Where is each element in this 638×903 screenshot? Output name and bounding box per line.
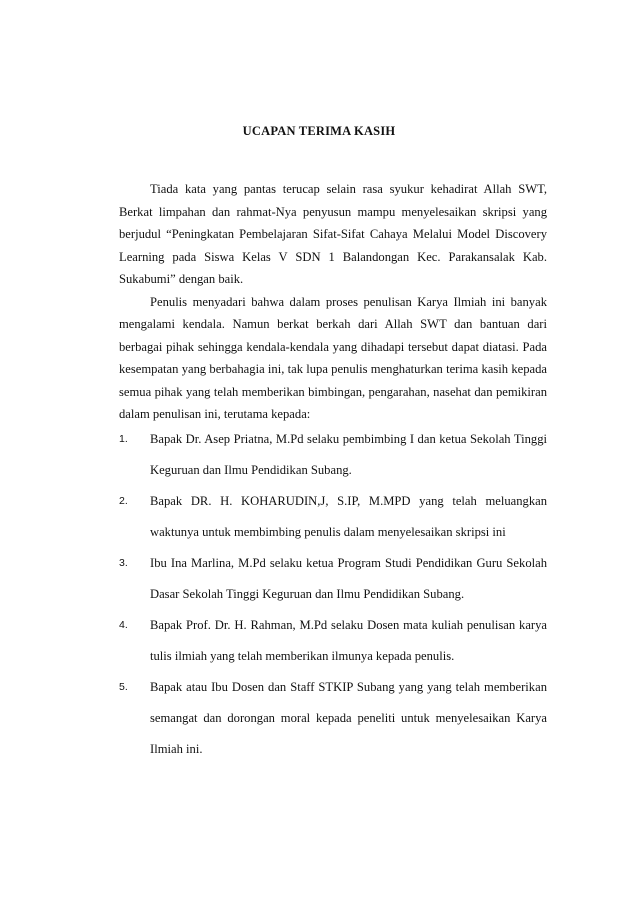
- acknowledgement-list: [119, 424, 547, 765]
- list-item: [119, 548, 547, 610]
- list-item-number: 1.: [119, 433, 128, 445]
- list-item-text: Bapak Dr. Asep Priatna, M.Pd selaku pembimbing I dan ketua Sekolah Tinggi Keguruan dan Ilmu Pendidikan Subang.: [150, 432, 547, 477]
- list-item: [119, 610, 547, 672]
- page-title: UCAPAN TERIMA KASIH: [242, 124, 396, 138]
- body-text: [119, 178, 547, 426]
- list-item: [119, 486, 547, 548]
- list-item-number: 5.: [119, 681, 128, 693]
- list-item-number: 4.: [119, 619, 128, 631]
- list-item: [119, 424, 547, 486]
- list-item-number: 2.: [119, 495, 128, 507]
- paragraph: Tiada kata yang pantas terucap selain rasa syukur kehadirat Allah SWT, Berkat limpahan dan rahmat-Nya penyusun mampu menyelesaikan skripsi yang berjudul “Peningkatan Pembelajaran Sifat-Sifat Cahaya Melalui Model Discovery Learning pada Siswa Kelas V SDN 1 Balandongan Kec. Parakansalak Kab. Sukabumi” dengan baik.: [119, 182, 547, 286]
- list-item-text: Bapak DR. H. KOHARUDIN,J, S.IP, M.MPD yang telah meluangkan waktunya untuk membimbing penulis dalam menyelesaikan skripsi ini: [150, 494, 547, 539]
- paragraph: Penulis menyadari bahwa dalam proses penulisan Karya Ilmiah ini banyak mengalami kendala. Namun berkat berkah dari Allah SWT dan bantuan dari berbagai pihak sehingga kendala-kendala yang dihadapi tersebut dapat diatasi. Pada kesempatan yang berbahagia ini, tak lupa penulis menghaturkan terima kasih kepada semua pihak yang telah memberikan bimbingan, pengarahan, nasehat dan pemikiran dalam penulisan ini, terutama kepada:: [119, 294, 547, 421]
- list-item: [119, 672, 547, 765]
- list-item-text: Ibu Ina Marlina, M.Pd selaku ketua Program Studi Pendidikan Guru Sekolah Dasar Sekolah Tinggi Keguruan dan Ilmu Pendidikan Subang.: [150, 556, 547, 601]
- list-item-text: Bapak Prof. Dr. H. Rahman, M.Pd selaku Dosen mata kuliah penulisan karya tulis ilmiah yang telah memberikan ilmunya kepada penulis.: [150, 618, 547, 663]
- list-item-text: Bapak atau Ibu Dosen dan Staff STKIP Subang yang yang telah memberikan semangat dan dorongan moral kepada peneliti untuk menyelesaikan Karya Ilmiah ini.: [150, 680, 547, 756]
- list-item-number: 3.: [119, 557, 128, 569]
